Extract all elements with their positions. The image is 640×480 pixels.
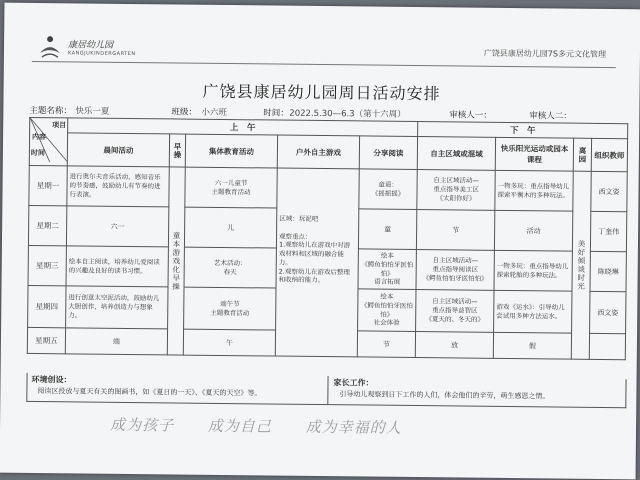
teacher-cell: 陈晓琳 — [590, 251, 626, 291]
teacher-cell: 西文姿 — [591, 171, 627, 211]
theme-value: 快乐一夏 — [75, 106, 110, 117]
col-group-edu: 集体教育活动 — [185, 134, 277, 168]
logo-figure-icon — [36, 33, 64, 61]
footer-slogan — [110, 414, 430, 438]
header-divider — [32, 61, 616, 68]
col-reading: 分享阅读 — [359, 136, 417, 170]
early-exercise-cell: 童本游戏化早操 — [167, 167, 185, 355]
slogan-part: 成为幸福的人 — [305, 417, 402, 437]
slogan-part: 成为自己 — [207, 416, 272, 436]
home-text: 引导幼儿观察到日下工作的人们，体会他们的辛劳，萌生感恩之情。 — [339, 390, 550, 401]
day-cell: 星期二 — [28, 205, 66, 245]
group-cell: 艺术活动： 春天 — [184, 247, 276, 288]
sunshine-cell: 一物多玩：重点指导幼儿探索轮胎的多种玩法。 — [494, 250, 572, 291]
col-sunshine: 快乐阳光运动或园本课程 — [495, 137, 573, 171]
table-row — [29, 165, 627, 211]
reading-cell: 绘本 《鳄鱼怕怕牙医怕怕》 语言拓展 — [358, 249, 416, 290]
morning-cell: 进行创意太空泥活动，鼓励幼儿大胆创作，培养创造力与想象力。 — [66, 286, 168, 329]
teacher-cell: 西文姿 — [590, 291, 626, 333]
col-self-area: 自主区域或混域 — [417, 137, 495, 171]
teacher-cell — [589, 333, 625, 359]
header-motto: 广饶县康居幼儿园7S多元文化管理 — [483, 48, 607, 59]
reading-cell: 童谣： 《摇摇摇》 — [359, 169, 417, 210]
bottom-notes — [26, 373, 626, 408]
class-value: 小六班 — [201, 107, 227, 119]
morning-cell: 绘本自主阅读，培养幼儿爱阅读的兴趣及良好的读书习惯。 — [66, 246, 168, 287]
home-label: 家长工作： — [333, 378, 374, 388]
time-value: 2022.5.30—6.3（第十六周） — [289, 108, 406, 120]
reading-cell: 节 — [357, 331, 415, 358]
group-cell: 午 — [183, 329, 275, 356]
sunshine-cell: 假 — [493, 332, 571, 359]
env-text: 阅读区投放与夏天有关的图画书，如《夏日的一天》、《夏天的天空》等。 — [37, 387, 262, 398]
self-area-cell: 节 — [416, 210, 494, 251]
leave-cell: 美好倾谈时光 — [571, 171, 591, 359]
morning-cell: 端 — [65, 328, 167, 355]
schedule-paper — [0, 3, 640, 480]
teacher-cell: 丁奎伟 — [590, 211, 626, 251]
col-morning-activity: 晨间活动 — [67, 133, 169, 167]
slogan-part: 成为孩子 — [109, 415, 175, 435]
corner-item: 项目 — [52, 121, 67, 130]
reading-cell: 绘本 《鳄鱼怕怕牙医怕怕》 社会体验 — [358, 289, 416, 332]
day-cell: 星期四 — [28, 285, 66, 327]
morning-cell: 进行奥尔夫音乐活动，感知音乐的节奏感，鼓励幼儿有节奏的进行表演。 — [67, 166, 169, 207]
outdoor-cell: 区域：玩泥吧 观察重点： 1.观察幼儿在游戏中对游戏材料和区域的融合能力。 2.观察幼儿在游戏后整理和收纳的能力。 — [275, 168, 359, 357]
class-label: 班级： — [171, 107, 197, 118]
schedule-table — [27, 117, 629, 360]
group-cell: 六一儿童节 主题教育活动 — [185, 167, 277, 208]
group-cell: 儿 — [184, 207, 276, 248]
col-outdoor-game: 户外自主游戏 — [277, 135, 359, 169]
reviewer2-label: 审核人二： — [529, 111, 572, 122]
col-teacher: 组织教师 — [591, 138, 627, 171]
reading-cell: 童 — [358, 209, 416, 250]
self-area-cell: 放 — [415, 332, 493, 359]
logo-text: 康居幼儿园 — [67, 40, 114, 51]
corner-time: 时间 — [30, 148, 45, 158]
day-cell: 星期三 — [28, 245, 66, 285]
morning-header: 上 午 — [68, 118, 418, 137]
group-cell: 端午节 主题教育活动 — [184, 287, 276, 330]
environment-section — [27, 373, 328, 404]
col-leave: 离园 — [573, 138, 591, 171]
env-label: 环境创设： — [31, 374, 72, 385]
self-area-cell: 自主区域活动— 重点指导阅读区 《鳄鱼怕怕牙医怕怕》 — [416, 250, 494, 291]
day-cell: 星期五 — [27, 327, 65, 353]
time-label: 时间： — [263, 108, 289, 119]
sunshine-cell: 一物多玩：重点指导幼儿探索平衡木的多种玩法。 — [495, 170, 573, 211]
theme-label: 主题名称： — [29, 105, 72, 117]
kindergarten-logo — [36, 33, 186, 65]
table-corner — [29, 117, 68, 165]
afternoon-header: 下 午 — [418, 122, 628, 139]
corner-content: 内容 — [32, 132, 47, 142]
page-title: 广饶县康居幼儿园周日活动安排 — [202, 81, 441, 104]
day-cell: 星期一 — [29, 165, 67, 205]
reviewer1-label: 审核人一： — [449, 110, 492, 121]
morning-cell: 六一 — [66, 206, 168, 247]
self-area-cell: 自主区域活动— 重点指导美工区 《太阳你好》 — [417, 170, 495, 211]
self-area-cell: 自主区域活动— 重点指导益智区 《夏天的、冬天的》 — [416, 290, 494, 333]
sunshine-cell: 活动 — [494, 210, 572, 251]
sunshine-cell: 游戏《运水》：引导幼儿尝试用多种方法运水。 — [494, 290, 572, 333]
logo-subtext: KANGJUKINDERGARTEN — [67, 50, 136, 58]
col-early-exercise: 早操 — [169, 134, 185, 167]
